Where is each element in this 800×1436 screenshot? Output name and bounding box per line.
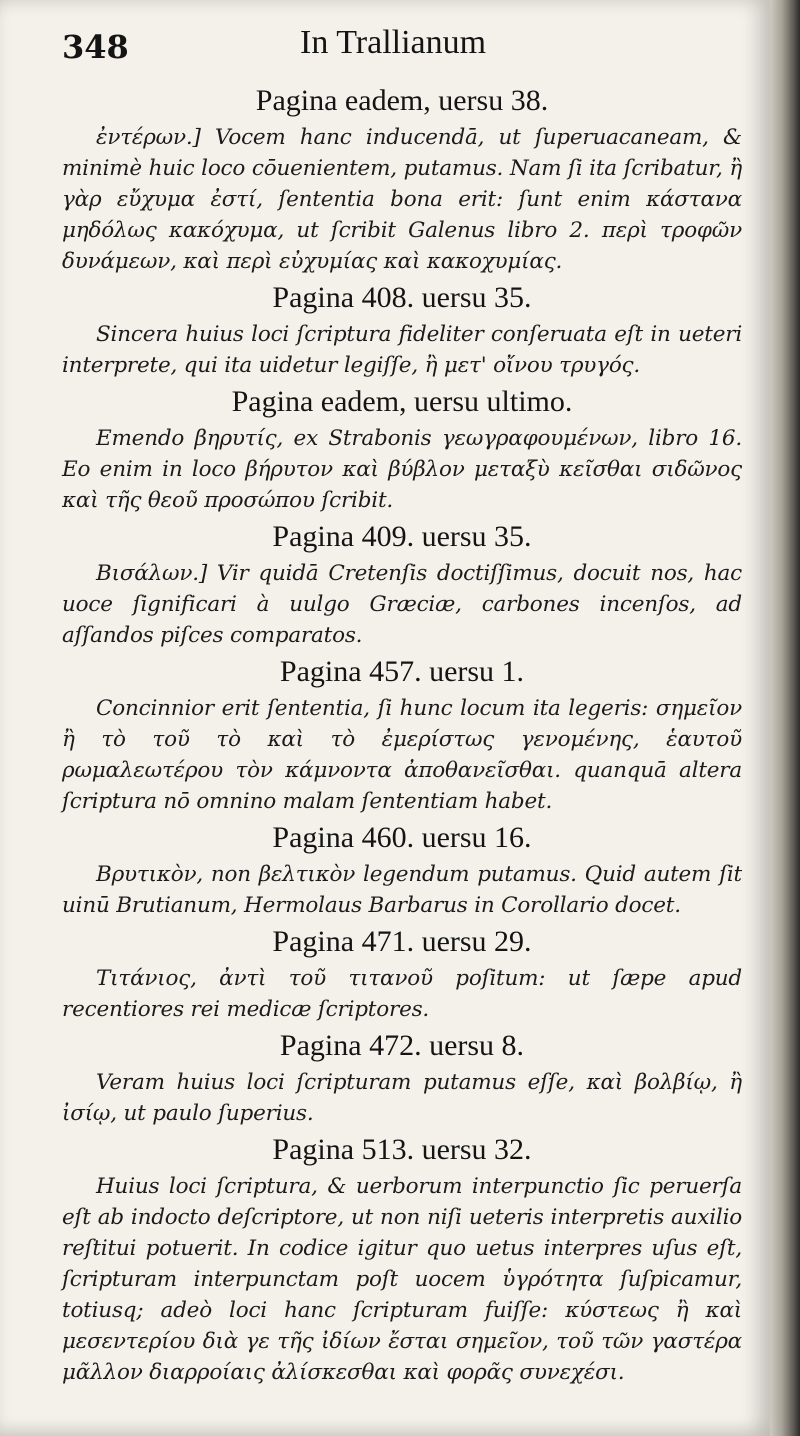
entry bbox=[62, 1133, 742, 1388]
entry bbox=[62, 281, 742, 381]
page-number: 348 bbox=[62, 28, 129, 66]
entry-body: ἐντέρων.] Vocem hanc inducendā, ut ſuperuacaneam, & minimè huic loco cōuenientem, putamus. Nam ſi ita ſcribatur, ἢ γὰρ εὔχυμα ἐστί, ſententia bona erit: ſunt enim κάστανα μηδόλως κακόχυμα, ut ſcribit Galenus libro 2. περὶ τροφῶν δυνάμεων, καὶ περὶ εὐχυμίας καὶ κακοχυμίας. bbox=[62, 125, 742, 274]
entry-body: Τιτάνιος, ἀντὶ τοῦ τιτανοῦ poſitum: ut ſæpe apud recentiores rei medicæ ſcriptores. bbox=[62, 966, 742, 1022]
entry bbox=[62, 84, 742, 277]
entry bbox=[62, 520, 742, 651]
entry-heading: Pagina 513. uersu 32. bbox=[272, 1133, 532, 1166]
entry-body: Sincera huius loci ſcriptura fideliter conſeruata eſt in ueteri interprete, qui ita uidetur legiſſe, ἢ μετ' οἴνου τρυγός. bbox=[62, 322, 742, 378]
entry bbox=[62, 925, 742, 1025]
entry-heading: Pagina 471. uersu 29. bbox=[272, 925, 532, 958]
entry-heading: Pagina 460. uersu 16. bbox=[272, 821, 532, 854]
entry-body: Concinnior erit ſententia, ſi hunc locum ita legeris: σημεῖον ἢ τὸ τοῦ τὸ καὶ τὸ ἐμερίστως γενομένης, ἑαυτοῦ ρωμαλεωτέρου τὸν κάμνοντα ἀποθανεῖσθαι. quanquā altera ſcriptura nō omnino malam ſententiam habet. bbox=[62, 696, 742, 814]
entry-heading: Pagina 472. uersu 8. bbox=[279, 1029, 525, 1062]
running-head bbox=[0, 22, 770, 72]
entry-heading: Pagina 408. uersu 35. bbox=[272, 281, 532, 314]
entry bbox=[62, 655, 742, 817]
entry-body: Huius loci ſcriptura, & uerborum interpunctio ſic peruerſa eſt ab indocto deſcriptore, ut non niſi ueteris interpretis auxilio reſtitui potuerit. In codice igitur quo uetus interpres uſus eſt, ſcripturam interpunctam poſt uocem ὑγρότητα ſuſpicamur, totiusq; adeò loci hanc ſcripturam fuiſſe: κύστεως ἢ καὶ μεσεντερίου διὰ γε τῆς ἰδίων ἔσται σημεῖον, τοῦ τῶν γαστέρα μᾶλλον διαρροίαις ἀλίσκεσθαι καὶ φορᾶς συνεχέσι. bbox=[62, 1174, 742, 1385]
page-content bbox=[62, 80, 742, 1388]
entry-body: Βισάλων.] Vir quidā Cretenſis doctiſſimus, docuit nos, hac uoce ſignificari à uulgo Græciæ, carbones incenſos, ad aſſandos piſces comparatos. bbox=[62, 561, 742, 648]
entry-body: Veram huius loci ſcripturam putamus eſſe, καὶ βολβίῳ, ἢ ἰσίῳ, ut paulo ſuperius. bbox=[62, 1070, 742, 1126]
entry-heading: Pagina 409. uersu 35. bbox=[272, 520, 532, 553]
running-title: In Trallianum bbox=[300, 24, 487, 61]
entry bbox=[62, 1029, 742, 1129]
entry-body: Βρυτικὸν, non βελτικὸν legendum putamus. Quid autem ſit uinū Brutianum, Hermolaus Barbarus in Corollario docet. bbox=[62, 862, 742, 918]
entry-heading: Pagina eadem, uersu 38. bbox=[255, 84, 549, 117]
entry bbox=[62, 385, 742, 516]
entry-body: Emendo βηρυτίς, ex Strabonis γεωγραφουμένων, libro 16. Eo enim in loco βήρυτον καὶ βύβλον μεταξὺ κεῖσθαι σιδῶνος καὶ τῆς θεοῦ προσώπου ſcribit. bbox=[62, 426, 742, 513]
entry bbox=[62, 821, 742, 921]
entry-heading: Pagina 457. uersu 1. bbox=[279, 655, 525, 688]
entry-heading: Pagina eadem, uersu ultimo. bbox=[231, 385, 573, 418]
page-edge-shadow bbox=[770, 0, 800, 1436]
